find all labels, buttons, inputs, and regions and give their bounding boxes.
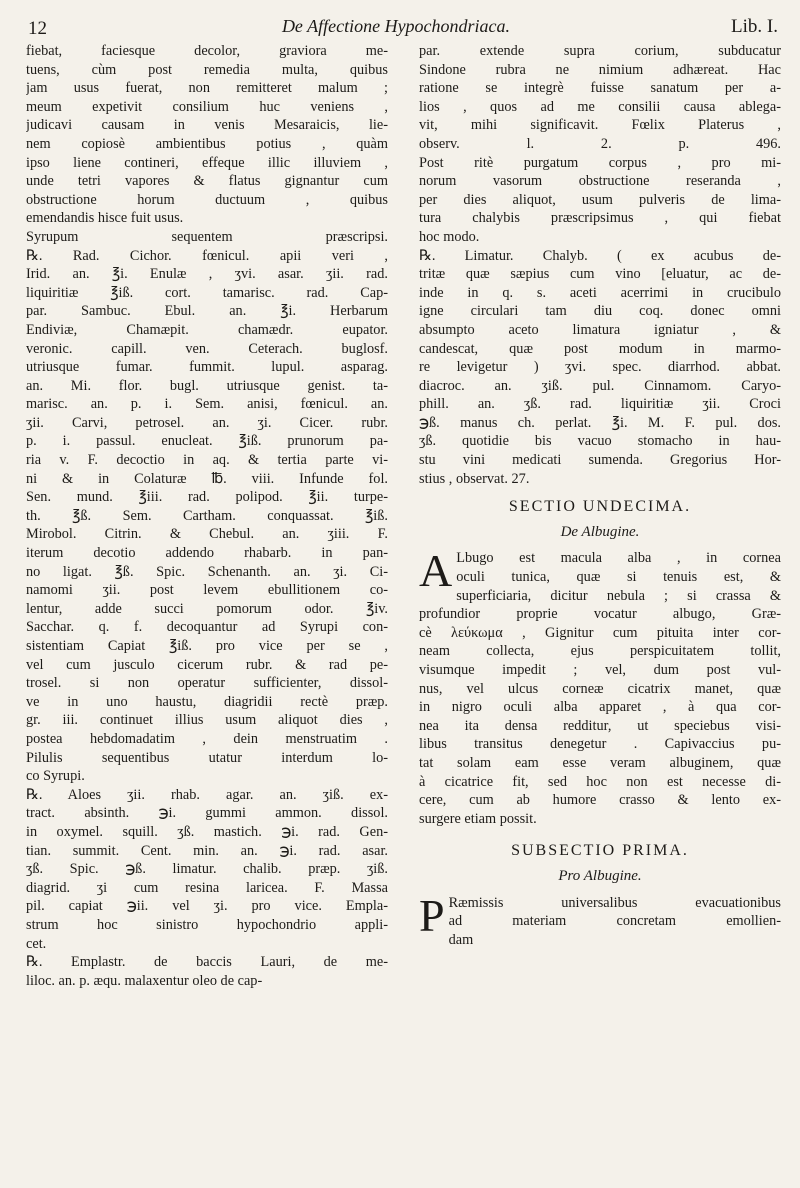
- left-column-line: tuens, cùm post remedia multa, quibus: [26, 61, 388, 78]
- left-column-line: lentur, adde succi pomorum odor. ℥iv.: [26, 600, 388, 617]
- left-column-line: par. Sambuc. Ebul. an. ℥i. Herbarum: [26, 303, 388, 320]
- right-column-line: par. extende supra corium, subducatur: [419, 43, 781, 59]
- left-column-line: Syrupum sequentem præscripsi.: [26, 228, 388, 245]
- left-column-line: emendandis hisce fuit usus.: [26, 210, 184, 227]
- left-column-line: jam usus fuerat, non remitteret malum ;: [26, 80, 388, 97]
- left-column-line: ʒii. Carvi, petrosel. an. ʒi. Cicer. rubr.: [26, 414, 388, 431]
- book-number: Lib. I.: [731, 16, 778, 37]
- right-column: [419, 42, 781, 949]
- subsection-subtitle: Pro Albugine.: [558, 867, 642, 884]
- left-column-line: judicavi causam in venis Mesaraicis, lie-: [26, 117, 388, 134]
- albugo-line: oculi tunica, quæ si tenuis est, &: [456, 569, 781, 586]
- right-column-line: tritæ quæ sæpius cum vino [eluatur, ac de-: [419, 266, 781, 283]
- right-column-line: diacroc. an. ʒiß. pul. Cinnamom. Caryo-: [419, 377, 781, 394]
- right-column-line: igne circulari tam diu coq. donec omni: [419, 303, 781, 320]
- page-header: [14, 6, 778, 40]
- albugo-line: Lbugo est macula alba , in cornea: [456, 550, 781, 567]
- left-column-line: meum expetivit consilium huc veniens ,: [26, 98, 388, 115]
- albugo-line: nea ita densa redditur, ut speciebus visi-: [419, 717, 781, 734]
- running-title: De Affectione Hypochondriaca.: [281, 16, 511, 36]
- left-column-line: p. i. passul. enucleat. ℥iß. prunorum pa-: [26, 433, 388, 450]
- left-column-line: marisc. an. p. i. Sem. anisi, fœnicul. an.: [26, 396, 388, 413]
- left-column-line: fiebat, faciesque decolor, graviora me-: [26, 43, 388, 59]
- section-subtitle: De Albugine.: [560, 523, 640, 540]
- left-column-line: strum hoc sinistro hypochondrio appli-: [26, 916, 388, 933]
- left-column-line: nem copiosè ambientibus potius , quàm: [26, 135, 388, 152]
- right-column-line: ratione se integrè fuisse sanatum per a-: [419, 80, 781, 97]
- left-column-line: obstructione horum ductuum , quibus: [26, 191, 388, 208]
- left-column-line: ni & in Colaturæ ℔. viii. Infunde fol.: [26, 470, 388, 487]
- right-column-line: candescat, quæ post modum in marmo-: [419, 340, 781, 357]
- left-column-line: tract. absinth. ℈i. gummi ammon. dissol.: [26, 805, 388, 822]
- drop-cap-p: P: [419, 889, 445, 941]
- left-column-line: Mirobol. Citrin. & Chebul. an. ʒiii. F.: [26, 526, 388, 543]
- albugo-line: neam collecta, ejus perspicuitatem tollit,: [419, 643, 781, 660]
- left-column-line: vel cum jusculo cicerum rubr. & rad pe-: [26, 656, 388, 673]
- right-column-line: Sindone rubra ne nimium adhæreat. Hac: [419, 61, 781, 78]
- right-column-line: observ. l. 2. p. 496.: [419, 135, 781, 152]
- drop-cap-a: A: [419, 545, 453, 597]
- pro-albugine-paragraph: [419, 889, 781, 950]
- left-column-line: an. Mi. flor. bugl. utriusque genist. ta-: [26, 377, 388, 394]
- left-column-line: Sen. mund. ℥iii. rad. polipod. ℥ii. turpe-: [26, 489, 388, 506]
- left-column-line: liquiritiæ ℥iß. cort. tamarisc. rad. Cap-: [26, 284, 388, 301]
- pro-albugine-line: dam: [448, 931, 474, 948]
- albugo-paragraph: [419, 545, 781, 828]
- albugo-line: visumque impedit ; vel, dum post vul-: [419, 662, 781, 678]
- right-column-line: ℞. Limatur. Chalyb. ( ex acubus de-: [419, 247, 781, 264]
- pro-albugine-line: Ræmissis universalibus evacuationibus: [448, 894, 781, 911]
- right-column-continuation: [419, 42, 781, 488]
- right-column-line: absumpto aceto limatura igniatur , &: [419, 321, 781, 338]
- subsection-title: SUBSECTIO PRIMA.: [511, 842, 689, 860]
- left-column-line: ℞. Aloes ʒii. rhab. agar. an. ʒiß. ex-: [26, 786, 388, 803]
- left-column-line: postea hebdomadatim , dein menstruatim .: [26, 730, 388, 747]
- left-column-line: no ligat. ℥ß. Spic. Schenanth. an. ʒi. Ci-: [26, 563, 388, 580]
- left-column-line: gr. iii. continuet illius usum aliquot dies ,: [26, 712, 388, 729]
- albugo-line: tat solam eam esse veram albuginem, quæ: [419, 754, 781, 771]
- pro-albugine-line: ad materiam concretam emollien-: [448, 913, 781, 930]
- left-column-line: Endiviæ, Chamæpit. chamædr. eupator.: [26, 321, 388, 338]
- left-column: [26, 42, 388, 990]
- left-column-line: iterum decotio addendo rhabarb. in pan-: [26, 545, 388, 562]
- left-column-line: ʒß. Spic. ℈ß. limatur. chalib. præp. ʒiß.: [26, 861, 388, 878]
- left-column-line: cet.: [26, 935, 47, 952]
- albugo-line: surgere etiam possit.: [419, 810, 537, 827]
- left-column-line: th. ℥ß. Sem. Cartham. conquassat. ℥iß.: [26, 507, 388, 524]
- right-column-line: inde in q. s. aceti acerrimi in crucibulo: [419, 284, 781, 301]
- left-column-line: ℞. Emplastr. de baccis Lauri, de me-: [26, 954, 388, 971]
- left-column-line: veronic. capill. ven. Ceterach. buglosf.: [26, 340, 388, 357]
- right-column-line: re levigetur ) ʒvi. spec. diarrhod. abbat.: [419, 359, 781, 376]
- right-column-line: tura chalybis præscripsimus , qui fiebat: [419, 210, 781, 227]
- section-title: SECTIO UNDECIMA.: [508, 498, 692, 516]
- left-column-line: liloc. an. p. æqu. malaxentur oleo de cap-: [26, 972, 263, 989]
- right-column-line: ʒß. quotidie bis vacuo stomacho in hau-: [419, 433, 781, 450]
- left-column-line: trosel. si non operatur sufficienter, dissol-: [26, 675, 388, 692]
- left-column-line: co Syrupi.: [26, 768, 85, 785]
- albugo-line: cè λεύκωμα , Gignitur cum pituita inter cor-: [419, 624, 781, 641]
- right-column-line: stius , observat. 27.: [419, 470, 530, 487]
- left-column-line: diagrid. ʒi cum resina laricea. F. Massa: [26, 879, 388, 896]
- albugo-line: cere, cum ab humore crasso & lento ex-: [419, 792, 781, 809]
- left-column-line: Irid. an. ℥i. Enulæ , ʒvi. asar. ʒii. rad.: [26, 266, 388, 283]
- right-column-line: per dies aliquot, usum pulveris de lima-: [419, 191, 781, 208]
- left-column-line: in oxymel. squill. ʒß. mastich. ℈i. rad. Gen-: [26, 823, 388, 840]
- right-column-line: vit, mihi significavit. Fœlix Platerus ,: [419, 117, 781, 134]
- right-column-line: Post ritè purgatum corpus , pro mi-: [419, 154, 781, 171]
- right-column-line: hoc modo.: [419, 228, 480, 245]
- left-column-line: unde tetri vapores & flatus gignantur cum: [26, 173, 388, 190]
- left-column-line: namomi ʒii. post levem ebullitionem co-: [26, 582, 388, 599]
- page-number: 12: [28, 18, 47, 39]
- left-column-line: ℞. Rad. Cichor. fœnicul. apii veri ,: [26, 247, 388, 264]
- left-column-line: ipso liene contineri, effeque illic illuviem ,: [26, 154, 388, 171]
- left-column-line: Sacchar. q. f. decoquantur ad Syrupi con-: [26, 619, 388, 636]
- albugo-line: nus, vel ulcus corneæ cicatrix manet, quæ: [419, 680, 781, 697]
- albugo-line: in nigro oculi alba apparet , à qua cor-: [419, 699, 781, 716]
- left-column-line: pil. capiat ℈ii. vel ʒi. pro vice. Empla-: [26, 898, 388, 915]
- albugo-line: superficiaria, dicitur nebula ; si crassa &: [456, 587, 781, 604]
- right-column-line: stu vini medicati sumenda. Gregorius Hor-: [419, 452, 781, 469]
- right-column-line: lios , quos ad me consilii causa ablega-: [419, 98, 781, 115]
- left-column-line: sistentiam Capiat ℥iß. pro vice per se ,: [26, 638, 388, 654]
- left-column-line: Pilulis sequentibus utatur interdum lo-: [26, 749, 388, 766]
- right-column-line: phill. an. ʒß. rad. liquiritiæ ʒii. Croci: [419, 396, 781, 413]
- left-column-line: ve in uno haustu, diagridii rectè præp.: [26, 693, 388, 710]
- albugo-line: profundior proprie vocatur albugo, Græ-: [419, 606, 781, 623]
- right-column-line: norum vasorum obstructione reseranda ,: [419, 173, 781, 190]
- right-column-line: ℈ß. manus ch. perlat. ℥i. M. F. pul. dos.: [419, 414, 781, 431]
- left-column-line: tian. summit. Cent. min. an. ℈i. rad. asar.: [26, 842, 388, 859]
- albugo-line: à cicatrice fit, sed hoc non est necesse di-: [419, 773, 781, 790]
- left-column-line: utriusque fumar. fummit. lupul. asparag.: [26, 359, 388, 376]
- albugo-line: libus transitus denegetur . Capivaccius pu-: [419, 736, 781, 753]
- left-column-line: ria v. F. decoctio in aq. & tertia parte vi-: [26, 452, 388, 469]
